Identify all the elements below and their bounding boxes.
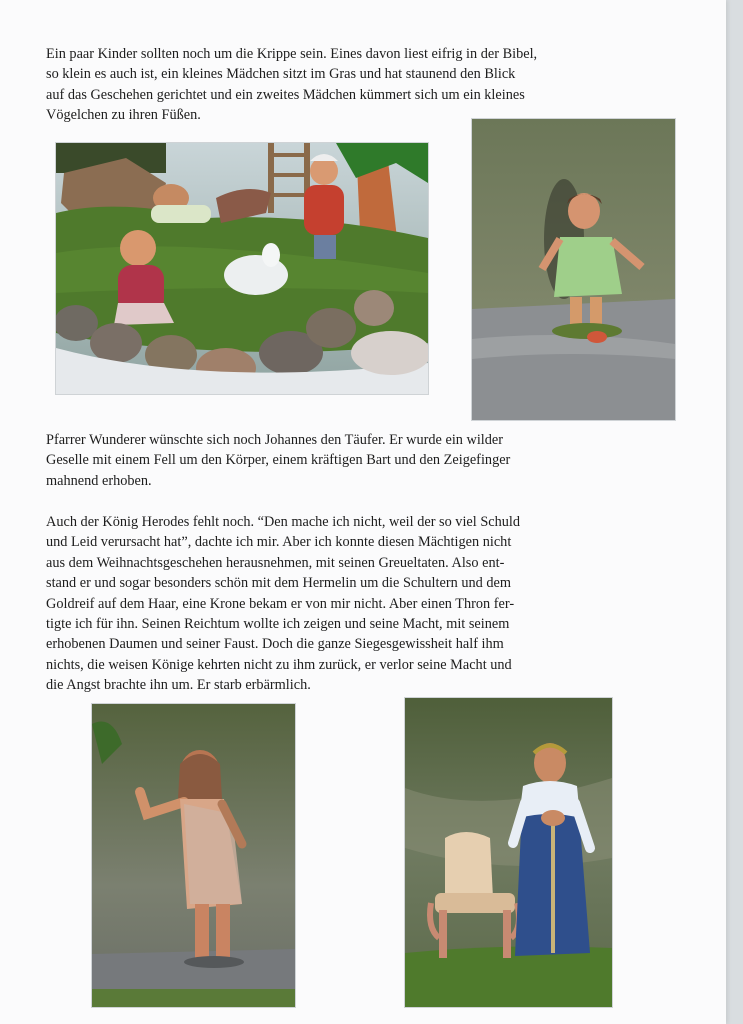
girl-figurine-illustration [472,119,675,420]
children-scene-illustration [56,143,428,394]
text-line: mahnend erhoben. [46,472,152,489]
text-line: auf das Geschehen gerichtet und ein zweites Mädchen kümmert sich um ein kleines [46,86,525,103]
paragraph-john [46,430,701,491]
text-line: stand er und sogar besonders schön mit dem Hermelin um die Schultern und dem [46,575,511,592]
text-line: Auch der König Herodes fehlt noch. “Den mache ich nicht, weil der so viel Schuld [46,514,521,530]
photo-king-herod [404,697,613,1008]
herod-figurine-illustration [405,698,612,1007]
paragraph-children [46,44,701,126]
text-line: erhobenen Daumen und seiner Faust. Doch die ganze Siegesgewissheit half ihm [46,636,504,653]
photo-children-scene [55,142,429,395]
photo-girl-with-bird [471,118,676,421]
paragraph-herod [46,512,701,696]
text-line: Pfarrer Wunderer wünschte sich noch Johannes den Täufer. Er wurde ein wilder [46,432,504,448]
john-figurine-illustration [92,704,295,1007]
text-line: Ein paar Kinder sollten noch um die Krippe sein. Eines davon liest eifrig in der Bibel, [46,46,538,62]
text-line: tigte ich für ihn. Seinen Reichtum wollte ich zeigen und seine Macht, mit seinem [46,616,510,633]
photo-john-the-baptist [91,703,296,1008]
text-line: so klein es auch ist, ein kleines Mädchen sitzt im Gras und hat staunend den Blick [46,66,516,83]
text-line: Geselle mit einem Fell um den Körper, einem kräftigen Bart und den Zeigefinger [46,452,511,469]
text-line: aus dem Weihnachtsgeschehen herausnehmen, mit seinen Greueltaten. Also ent- [46,554,505,571]
text-line: und Leid verursacht hat”, dachte ich mir. Aber ich konnte diesen Mächtigen nicht [46,534,512,551]
text-line: Vögelchen zu ihren Füßen. [46,107,201,124]
text-line: Goldreif auf dem Haar, eine Krone bekam er von mir nicht. Aber einen Thron fer- [46,595,515,612]
text-line: die Angst brachte ihn um. Er starb erbärmlich. [46,677,311,694]
text-line: nichts, die weisen Könige kehrten nicht zu ihm zurück, er verlor seine Macht und [46,656,512,673]
